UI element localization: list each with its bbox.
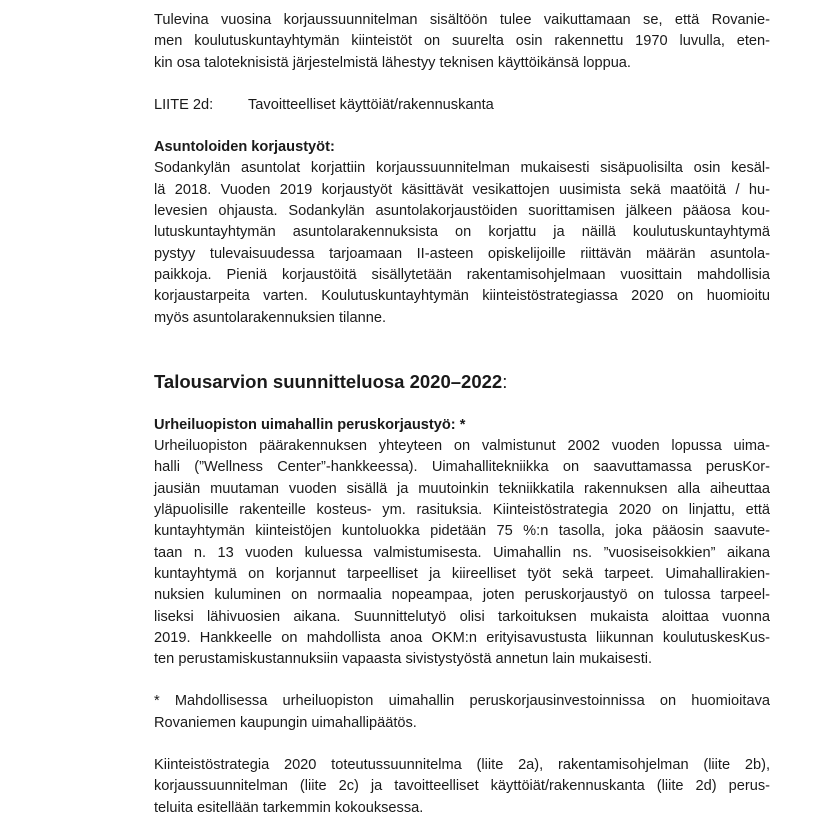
attachment-reference [154, 95, 770, 116]
text-line: Kiinteistöstrategia 2020 toteutussuunnitelma (liite 2a), rakentamisohjelman (liite 2b), [154, 757, 770, 774]
text-line: myös asuntolarakennuksien tilanne. [154, 309, 387, 326]
section-title-suffix: : [502, 370, 508, 392]
intro-paragraph [154, 10, 770, 74]
text-line: men koulutuskuntayhtymän kiinteistöt on suurelta osin rakennettu 1970 luvulla, eten- [154, 33, 770, 50]
text-line: Rovaniemen kaupungin uimahallipäätös. [154, 714, 417, 731]
text-line: Sodankylän asuntolat korjattiin korjaussuunnitelman mukaisesti sisäpuolisilta osin kesäl- [154, 160, 770, 177]
text-line: paikkoja. Pieniä korjaustöitä sisällytetään rakentamisohjelmaan vuosittain mahdollisia [154, 266, 770, 283]
text-line: teluita esitellään tarkemmin kokouksessa. [154, 799, 424, 816]
text-line: lutuskuntayhtymän asuntolarakennuksista on korjattu ja näillä koulutuskuntayhtymä [154, 224, 770, 241]
text-line: Tulevina vuosina korjaussuunnitelman sisältöön tulee vaikuttamaan se, että Rovanie- [154, 12, 770, 28]
text-line: Urheiluopiston päärakennuksen yhteyteen on valmistunut 2002 vuoden lopussa uima- [154, 438, 770, 455]
text-line: levesien ohjausta. Sodankylän asuntolakorjaustöiden suorittamisen jälkeen pääosa kou- [154, 203, 770, 220]
spacer [154, 670, 770, 691]
swimming-hall-heading: Urheiluopiston uimahallin peruskorjaustyö: * [154, 416, 466, 433]
document-page [154, 10, 770, 819]
dormitories-paragraph [154, 158, 770, 328]
closing-paragraph [154, 755, 770, 819]
text-line: korjaussuunnitelman (liite 2c) ja tavoitteelliset käyttöiät/rakennuskanta (liite 2d) perus- [154, 778, 770, 795]
text-line: liseksi lähivuosien aikana. Suunnittelutyö olisi tarkoituksen mukaista aloittaa vuonna [154, 608, 770, 625]
text-line: pystyy tulevaisuudessa tarjoamaan II-asteen opiskelijoille riittävän määrän asuntola- [154, 245, 770, 262]
attachment-title: Tavoitteelliset käyttöiät/rakennuskanta [248, 96, 494, 113]
text-line: taan n. 13 vuoden kuluessa valmistumisesta. Uimahallin ns. ”vuosiseisokkien” aikana [154, 544, 770, 561]
swimming-hall-paragraph [154, 436, 770, 670]
dormitories-heading: Asuntoloiden korjaustyöt: [154, 139, 335, 156]
text-line: halli (”Wellness Center”-hankkeessa). Uimahallitekniikka on saavuttamassa perusKor- [154, 459, 770, 476]
text-line: 2019. Hankkeelle on mahdollista anoa OKM:n erityisavustusta liikunnan koulutuskesKus- [154, 629, 770, 646]
section-title [154, 370, 770, 394]
text-line: yläpuolisille rakenteille kosteus- ym. rasituksia. Kiinteistöstrategia 2020 on linjattu, että [154, 502, 770, 519]
text-line: jausiän muutaman vuoden sisällä ja muutoinkin tekniikkatila rakennuksen alla aiheuttaa [154, 480, 770, 497]
text-line: lä 2018. Vuoden 2019 korjaustyöt käsittävät vesikattojen uusimista sekä maatöitä / hu- [154, 181, 770, 198]
text-line: ten perustamiskustannuksiin vapaasta sivistystyöstä annetun lain mukaisesti. [154, 651, 653, 668]
attachment-code: LIITE 2d: [154, 96, 214, 113]
spacer [154, 734, 770, 755]
text-line: * Mahdollisessa urheiluopiston uimahallin peruskorjausinvestoinnissa on huomioitava [154, 693, 770, 710]
footnote-paragraph [154, 691, 770, 734]
text-line: kuntayhtymä on korjannut tarpeelliset ja kiireelliset työt sekä tarpeet. Uimahallirakien- [154, 565, 770, 582]
text-line: korjaustarpeita varten. Koulutuskuntayhtymän kiinteistöstrategiassa 2020 on huomioitu [154, 288, 770, 305]
text-line: kuntayhtymän kiinteistöjen kuntoluokka pidetään 75 %:n tasolla, joka pääosin saavute- [154, 523, 770, 540]
section-title-text: Talousarvion suunnitteluosa 2020–2022 [154, 370, 503, 392]
text-line: nuksien kuluminen on normaalia nopeampaa, joten peruskorjaustyö on tulossa tarpeel- [154, 587, 770, 604]
text-line: kin osa taloteknisistä järjestelmistä lähestyy teknisen käyttöikänsä loppua. [154, 54, 631, 71]
